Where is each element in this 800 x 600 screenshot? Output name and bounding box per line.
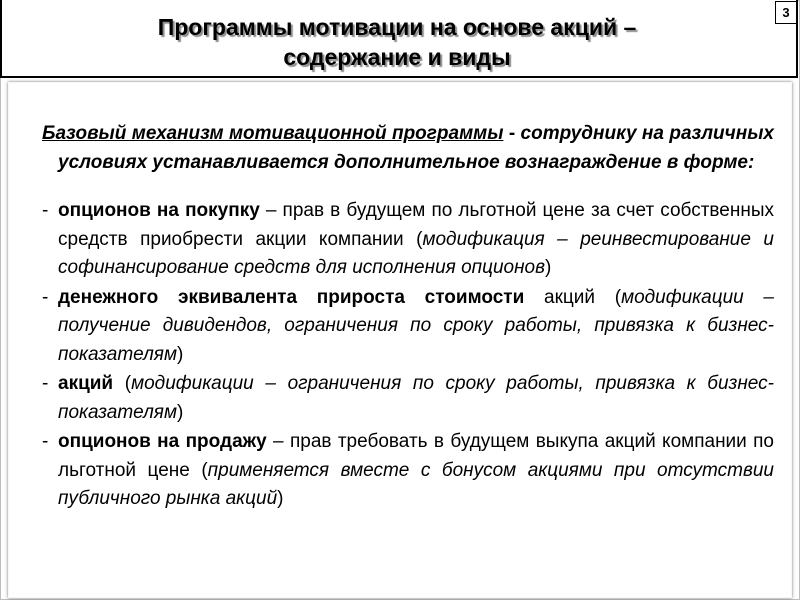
list-item-cash-equivalent [42,284,774,370]
list-bullet: - [42,431,49,452]
slide-title-line-2: содержание и виды [283,44,511,70]
intro-body: сотруднику на различных условиях устанавливается дополнительное вознаграждение в форме: [58,123,774,173]
list-item-close: ) [545,257,552,278]
list-item-description: – прав требовать в будущем выкупа акций компании по льготной цене ( [58,431,775,481]
intro-paragraph [42,120,774,177]
list-item-text [58,197,774,283]
intro-dash: - [503,123,516,144]
slide-number: 3 [775,1,797,24]
list-item-note: применяется вместе с бонусом акциями при отсутствии публичного рынка акций [58,459,774,509]
list-item-description: акций ( [524,286,622,308]
list-bullet: - [42,200,49,221]
slide-content [42,120,774,515]
list-item-text [58,428,774,514]
title-box [0,0,798,78]
slide-title-line-1: Программы мотивации на основе акций – [157,14,637,40]
list-item-term: опционов на продажу [58,431,267,452]
list-item-term: опционов на покупку [58,200,260,221]
list-item-close: ) [176,401,184,423]
list-item-purchase-options [42,197,774,283]
intro-heading: Базовый механизм мотивационной программы [42,123,504,144]
list-item-close: ) [277,488,284,509]
list-bullet: - [42,286,49,308]
list-item-description: ( [113,373,132,394]
list-item-close: ) [176,343,184,365]
list-item-text [58,370,774,427]
list-item-note: модификация – реинвестирование и софинансирование средств для исполнения опционов [58,228,774,278]
list-item-description: – прав в будущем по льготной цене за счет собственных средств приобрести акции компании ( [58,200,774,250]
list-item-note: модификации – ограничения по сроку работы, привязка к бизнес-показателям [58,373,774,423]
list-item-note: модификации – получение дивидендов, ограничения по сроку работы, привязка к бизнес-показателям [58,286,774,365]
list-item-sale-options [42,428,774,514]
slide-title [42,12,752,72]
list-bullet: - [42,373,49,394]
list-item-text [58,284,774,370]
list-item-term: денежного эквивалента прироста стоимости [58,286,525,308]
list-item-shares [42,370,774,427]
list-item-term: акций [58,373,114,394]
